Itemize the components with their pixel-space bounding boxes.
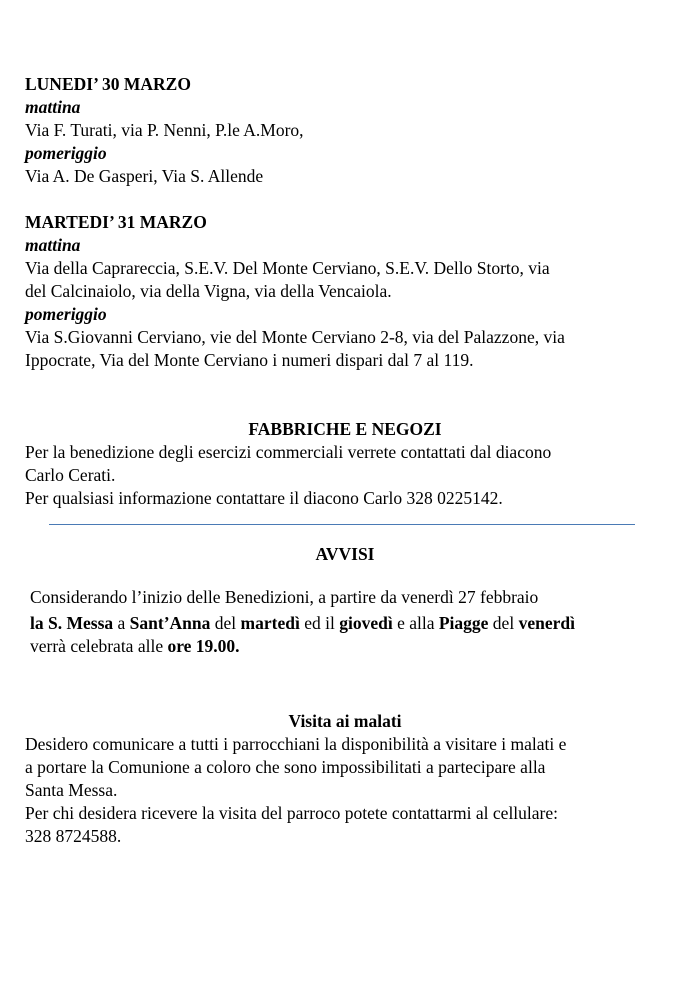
spacer xyxy=(25,188,665,211)
celebration-text: verrà celebrata alle xyxy=(30,636,164,656)
factories-line: Carlo Cerati. xyxy=(25,465,116,485)
mass-text: la S. Messa xyxy=(30,613,114,633)
factories-line: Per qualsiasi informazione contattare il diacono Carlo 328 0225142. xyxy=(25,488,503,508)
monday-morning-label: mattina xyxy=(25,97,81,117)
place-piagge: Piagge xyxy=(438,613,489,633)
connector-text: del xyxy=(214,613,237,633)
monday-morning-text: Via F. Turati, via P. Nenni, P.le A.Moro, xyxy=(25,120,304,140)
factories-section xyxy=(25,418,665,510)
visits-heading: Visita ai malati xyxy=(288,711,402,731)
notices-line-3 xyxy=(30,635,665,658)
visits-line: Per chi desidera ricevere la visita del parroco potete contattarmi al cellulare: xyxy=(25,803,559,823)
parish-notice-page xyxy=(25,73,665,848)
day-friday: venerdì xyxy=(518,613,575,633)
spacer xyxy=(25,372,665,418)
spacer xyxy=(25,566,665,586)
notices-section xyxy=(25,543,665,658)
visits-line: Desidero comunicare a tutti i parrocchiani la disponibilità a visitare i malati e xyxy=(25,734,567,754)
tuesday-section xyxy=(25,211,665,372)
monday-section xyxy=(25,73,665,188)
notices-body xyxy=(25,586,665,658)
tuesday-morning-line: Via della Caprareccia, S.E.V. Del Monte Cerviano, S.E.V. Dello Storto, via xyxy=(25,258,550,278)
visits-line: a portare la Comunione a coloro che sono impossibilitati a partecipare alla xyxy=(25,757,546,777)
visits-line: Santa Messa. xyxy=(25,780,118,800)
day-tuesday: martedì xyxy=(240,613,300,633)
connector-text: a xyxy=(117,613,126,633)
tuesday-afternoon-line: Via S.Giovanni Cerviano, vie del Monte Cerviano 2-8, via del Palazzone, via xyxy=(25,327,565,347)
tuesday-heading: MARTEDI’ 31 MARZO xyxy=(25,212,207,232)
spacer xyxy=(25,658,665,710)
day-thursday: giovedì xyxy=(339,613,393,633)
connector-text: e alla xyxy=(397,613,435,633)
visits-section xyxy=(25,710,665,848)
tuesday-afternoon-label: pomeriggio xyxy=(25,304,107,324)
notices-heading: AVVISI xyxy=(315,544,375,564)
church-name: Sant’Anna xyxy=(129,613,211,633)
tuesday-morning-line: del Calcinaiolo, via della Vigna, via della Vencaiola. xyxy=(25,281,392,301)
factories-heading: FABBRICHE E NEGOZI xyxy=(248,419,442,439)
factories-line: Per la benedizione degli esercizi commerciali verrete contattati dal diacono xyxy=(25,442,552,462)
mass-time: ore 19.00. xyxy=(167,636,240,656)
connector-text: del xyxy=(492,613,515,633)
connector-text: ed il xyxy=(304,613,335,633)
section-divider xyxy=(49,524,635,525)
phone-number: 328 8724588. xyxy=(25,826,122,846)
tuesday-morning-label: mattina xyxy=(25,235,81,255)
notices-line-1: Considerando l’inizio delle Benedizioni, a partire da venerdì 27 febbraio xyxy=(30,587,539,607)
monday-heading: LUNEDI’ 30 MARZO xyxy=(25,74,191,94)
monday-afternoon-label: pomeriggio xyxy=(25,143,107,163)
notices-line-2 xyxy=(30,612,665,635)
tuesday-afternoon-line: Ippocrate, Via del Monte Cerviano i numeri dispari dal 7 al 119. xyxy=(25,350,474,370)
monday-afternoon-text: Via A. De Gasperi, Via S. Allende xyxy=(25,166,264,186)
